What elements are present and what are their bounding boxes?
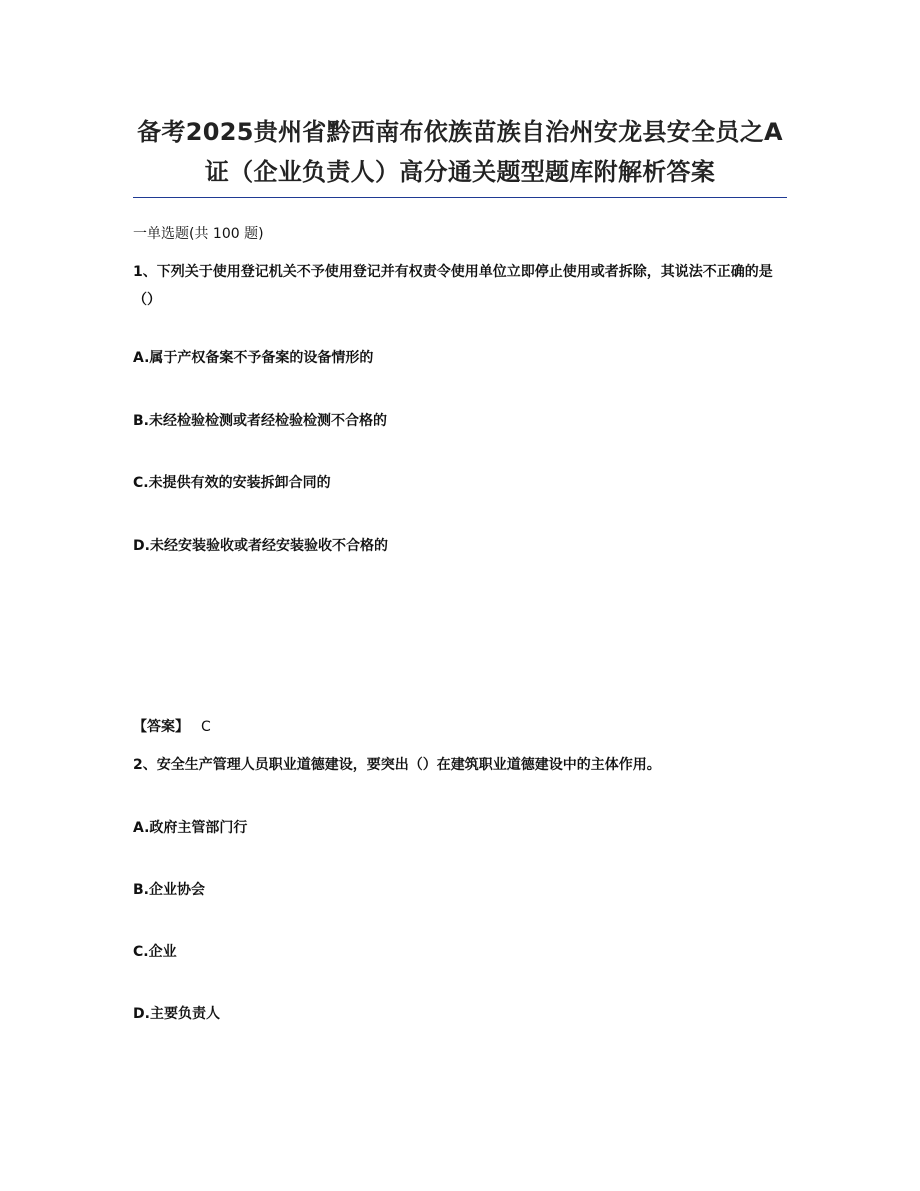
question-2-text: 2、安全生产管理人员职业道德建设，要突出（）在建筑职业道德建设中的主体作用。 <box>133 757 661 773</box>
question-1-option-c: C.未提供有效的安装拆卸合同的 <box>133 475 331 491</box>
question-1-answer <box>133 715 211 739</box>
question-1-text: 1、下列关于使用登记机关不予使用登记并有权责令使用单位立即停止使用或者拆除，其说法不正确的是（） <box>133 264 773 308</box>
section-label: 一单选题(共 100 题) <box>133 226 264 242</box>
question-1-option-b: B.未经检验检测或者经检验检测不合格的 <box>133 413 387 429</box>
answer-label: 【答案】 <box>133 719 189 735</box>
question-2-option-b: B.企业协会 <box>133 882 205 898</box>
question-1-option-d: D.未经安装验收或者经安装验收不合格的 <box>133 538 388 554</box>
title-divider <box>133 197 787 198</box>
answer-value: C <box>201 719 211 735</box>
question-1-option-a: A.属于产权备案不予备案的设备情形的 <box>133 350 374 366</box>
question-2-option-d: D.主要负责人 <box>133 1006 220 1022</box>
question-2-option-a: A.政府主管部门行 <box>133 820 248 836</box>
document-title: 备考2025贵州省黔西南布依族苗族自治州安龙县安全员之A证（企业负责人）高分通关题型题库附解析答案 <box>137 118 783 186</box>
question-2-option-c: C.企业 <box>133 944 177 960</box>
